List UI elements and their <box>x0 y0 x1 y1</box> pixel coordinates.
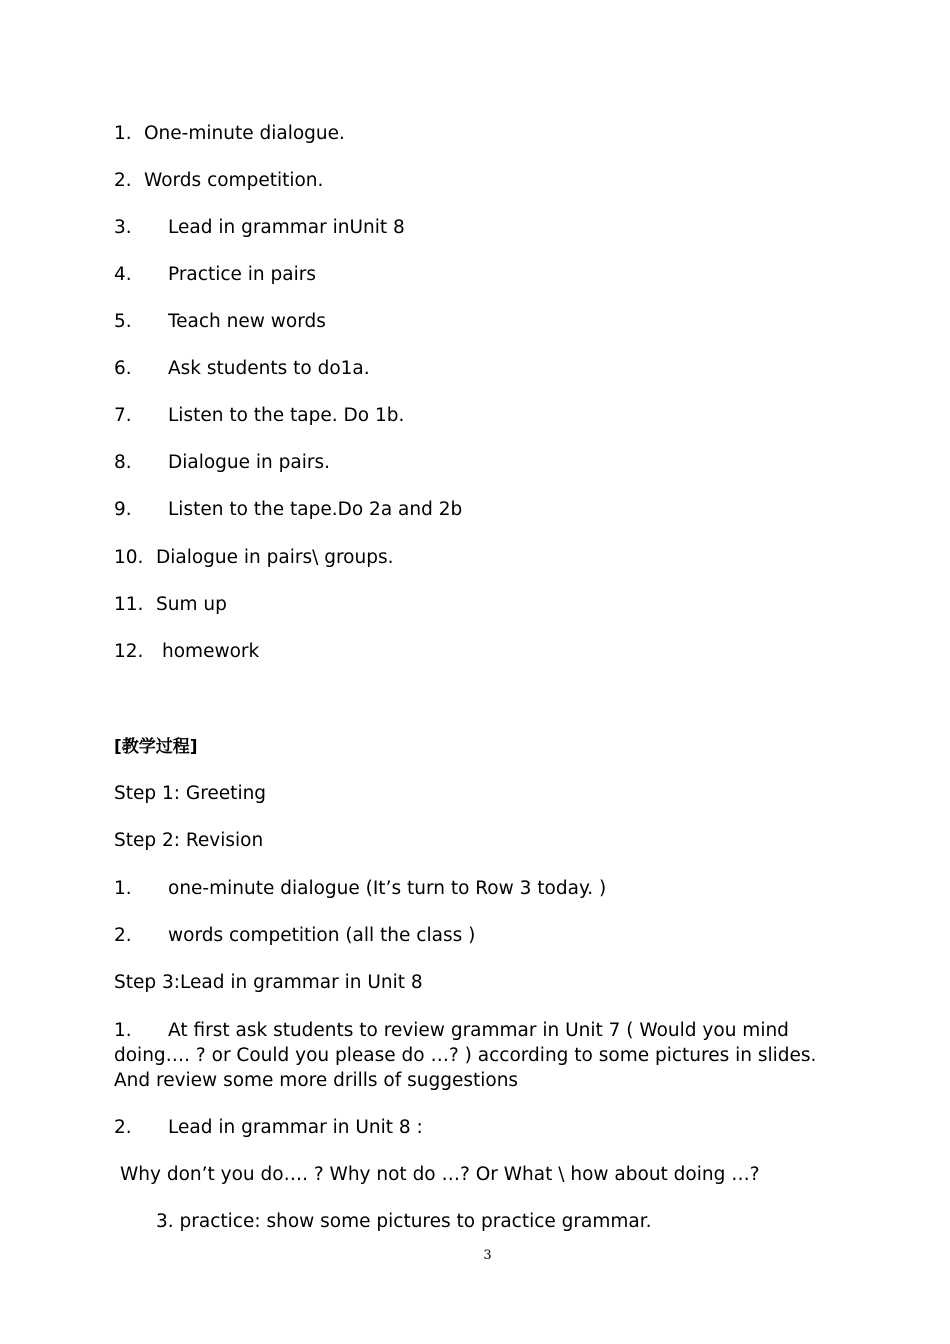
outline-item: 3. Lead in grammar inUnit 8 <box>114 217 405 238</box>
suggestion-drills: Why don’t you do…. ? Why not do …? Or What \ how about doing …? <box>120 1164 760 1185</box>
outline-item: 9. Listen to the tape.Do 2a and 2b <box>114 499 463 520</box>
process-heading: [教学过程] <box>114 737 198 757</box>
outline-item: 8. Dialogue in pairs. <box>114 452 331 473</box>
step3-item: 2. Lead in grammar in Unit 8 : <box>114 1117 423 1138</box>
step3-item: 1. At first ask students to review grammar in Unit 7 ( Would you mind doing…. ? or Could you please do …? ) according to some pictures in slides. And review some more drills of suggestions <box>114 1020 817 1091</box>
outline-item: 7. Listen to the tape. Do 1b. <box>114 405 405 426</box>
revision-item: 2. words competition (all the class ) <box>114 925 476 946</box>
step-3: Step 3:Lead in grammar in Unit 8 <box>114 972 423 993</box>
page-number: 3 <box>483 1248 492 1263</box>
outline-item: 11. Sum up <box>114 594 227 615</box>
outline-item: 2. Words competition. <box>114 170 324 191</box>
outline-item: 10. Dialogue in pairs\ groups. <box>114 547 394 568</box>
practice-line: 3. practice: show some pictures to practice grammar. <box>156 1211 652 1232</box>
outline-item: 12. homework <box>114 641 260 662</box>
outline-item: 1. One-minute dialogue. <box>114 123 345 144</box>
outline-item: 5. Teach new words <box>114 311 326 332</box>
outline-item: 6. Ask students to do1a. <box>114 358 370 379</box>
step-2: Step 2: Revision <box>114 830 264 851</box>
outline-item: 4. Practice in pairs <box>114 264 316 285</box>
step-1: Step 1: Greeting <box>114 783 267 804</box>
revision-item: 1. one-minute dialogue (It’s turn to Row 3 today. ) <box>114 878 607 899</box>
